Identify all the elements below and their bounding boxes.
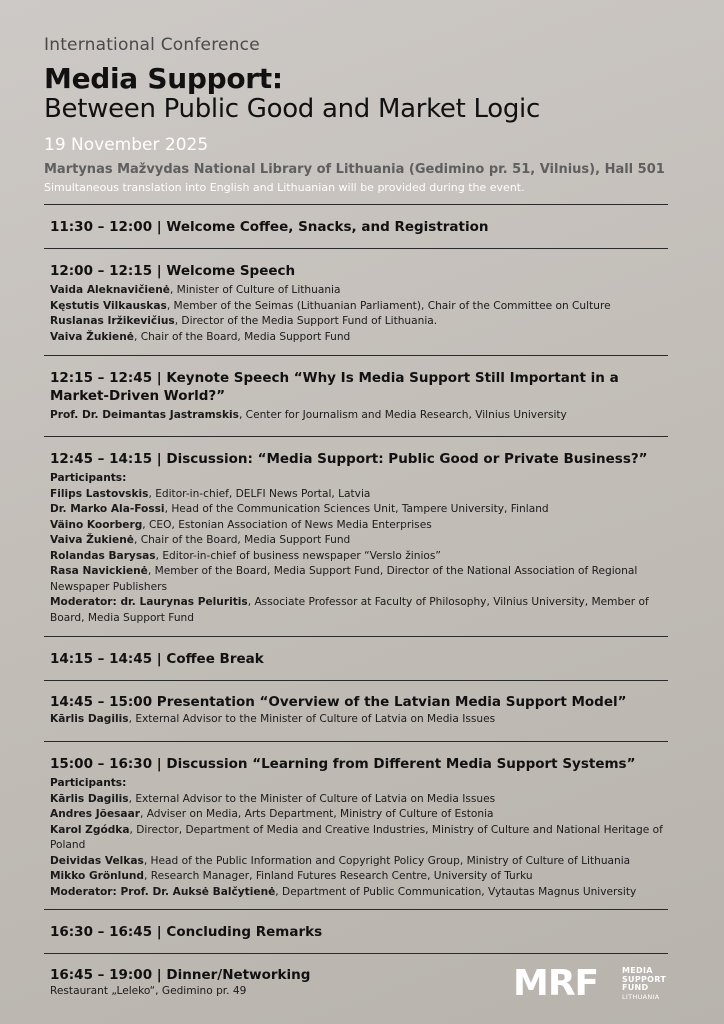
program-item-title: 16:45 – 19:00 | Dinner/Networking [50,967,311,983]
speaker-role: , Minister of Culture of Lithuania [169,284,341,296]
divider [44,436,668,437]
program-item-discussion-1 [50,450,668,626]
mrf-logo-mark: MRF [513,963,599,1004]
program-item-discussion-2 [50,755,668,900]
speaker-name: Mikko Grönlund [50,870,144,882]
speaker-role: , Center for Journalism and Media Research, Vilnius University [238,409,567,421]
participants-label: Participants: [50,777,127,789]
program-item-title: 14:45 – 15:00 Presentation “Overview of the Latvian Media Support Model” [50,694,627,710]
logo-line: MEDIA [622,966,653,975]
speaker-name: Karol Zgódka [50,823,130,836]
logo-line: FUND [622,983,649,993]
speaker-line [50,595,668,626]
speaker-role: , Head of the Communication Sciences Unit, Tampere University, Finland [164,503,549,515]
divider [44,248,668,249]
speaker-name: Vaida Aleknavičienė [50,284,170,296]
speaker-role: , Research Manager, Finland Futures Research Centre, University of Turku [143,870,533,882]
speaker-role: , Director of the Media Support Fund of Lithuania. [174,315,438,327]
speaker-line [50,549,668,565]
event-date: 19 November 2025 [44,135,209,155]
title-line-1: Media Support: [44,62,283,95]
speaker-line [50,502,668,518]
speaker-role: , Adviser on Media, Arts Department, Ministry of Culture of Estonia [139,808,494,820]
program-item-concluding [50,923,668,941]
speaker-line [50,283,668,299]
divider [44,636,668,637]
speaker-role: , Department of Public Communication, Vytautas Magnus University [275,885,637,898]
program-item-coffee-break [50,650,668,668]
speaker-name: Filips Lastovskis [50,487,149,500]
program-item-title: 15:00 – 16:30 | Discussion “Learning from Different Media Support Systems” [50,756,636,772]
program-item-keynote [50,369,668,424]
speaker-line [50,330,668,346]
speaker-line [50,807,668,823]
speaker-role: , Member of the Seimas (Lithuanian Parliament), Chair of the Committee on Culture [166,299,611,312]
speaker-line [50,518,668,534]
speaker-role: , External Advisor to the Minister of Culture of Latvia on Media Issues [128,792,496,805]
divider [44,953,668,954]
speaker-name: Dr. Marko Ala-Fossi [50,503,165,515]
conference-eyebrow: International Conference [44,35,260,55]
speaker-name: Moderator: dr. Laurynas Peluritis [50,596,248,608]
speaker-role: , Member of the Board, Media Support Fund, Director of the National Association of Regional Newspaper Publishers [50,565,638,593]
program-item-title: 12:45 – 14:15 | Discussion: “Media Support: Public Good or Private Business?” [50,451,648,467]
program-item-title: 16:30 – 16:45 | Concluding Remarks [50,924,323,940]
translation-note: Simultaneous translation into English and Lithuanian will be provided during the event. [44,181,525,194]
speaker-name: Andres Jõesaar [50,808,140,820]
speaker-name: Kęstutis Vilkauskas [50,299,167,312]
speaker-name: Väino Koorberg [50,518,143,531]
logo-line: LITHUANIA [622,992,660,1001]
divider [44,355,668,356]
speaker-name: Kārlis Dagilis [50,713,129,725]
speaker-line [50,885,668,901]
speaker-name: Vaiva Žukienė [50,534,134,546]
speaker-name: Vaiva Žukienė [50,330,134,343]
mrf-logo-text [622,967,666,1001]
speaker-name: Rolandas Barysas [50,549,156,562]
program-item-welcome-speech [50,262,668,345]
divider [44,909,668,910]
speaker-line [50,823,668,854]
speaker-line [50,487,668,503]
speaker-role: , Chair of the Board, Media Support Fund [133,330,351,343]
speaker-name: Moderator: Prof. Dr. Auksė Balčytienė [50,885,276,898]
speaker-role: , CEO, Estonian Association of News Media Enterprises [142,518,432,531]
speaker-line [50,869,668,885]
program-item-title: 14:15 – 14:45 | Coffee Break [50,651,264,667]
divider [44,680,668,681]
speaker-line [50,854,668,870]
speaker-line [50,564,668,595]
speaker-line [50,314,668,330]
speaker-role: , External Advisor to the Minister of Culture of Latvia on Media Issues [128,713,496,725]
divider [44,741,668,742]
divider [44,204,668,205]
speaker-role: , Chair of the Board, Media Support Fund [133,534,351,546]
speaker-name: Kārlis Dagilis [50,792,129,805]
speaker-role: , Head of the Public Information and Copyright Policy Group, Ministry of Culture of Lithuania [143,854,631,867]
speaker-line [50,712,668,728]
speaker-name: Deividas Velkas [50,854,144,867]
participants-label: Participants: [50,472,127,484]
speaker-name: Rasa Navickienė [50,565,148,577]
program-item-title: 11:30 – 12:00 | Welcome Coffee, Snacks, and Registration [50,219,489,235]
speaker-role: , Editor-in-chief, DELFI News Portal, Latvia [148,487,371,500]
speaker-role: , Director, Department of Media and Creative Industries, Ministry of Culture and National Heritage of Poland [50,823,663,851]
speaker-line [50,533,668,549]
speaker-role: , Associate Professor at Faculty of Philosophy, Vilnius University, Member of Board, Media Support Fund [50,596,649,624]
dinner-venue: Restaurant „Leleko“, Gedimino pr. 49 [50,985,247,997]
program-item-title: 12:00 – 12:15 | Welcome Speech [50,263,296,279]
speaker-name: Ruslanas Iržikevičius [50,315,175,327]
title-line-2: Between Public Good and Market Logic [44,94,540,124]
event-venue: Martynas Mažvydas National Library of Lithuania (Gedimino pr. 51, Vilnius), Hall 501 [44,162,665,177]
speaker-line [50,299,668,315]
speaker-line [50,792,668,808]
program-item-presentation [50,693,668,728]
speaker-role: , Editor-in-chief of business newspaper “Verslo žinios” [155,549,441,562]
speaker-line [50,408,668,424]
speaker-name: Prof. Dr. Deimantas Jastramskis [50,409,239,421]
program-item-registration [50,218,668,236]
mrf-logo [513,963,673,1006]
program-item-title: 12:15 – 12:45 | Keynote Speech “Why Is Media Support Still Important in a Market-Driven World?” [50,370,619,404]
logo-line: SUPPORT [622,974,667,984]
